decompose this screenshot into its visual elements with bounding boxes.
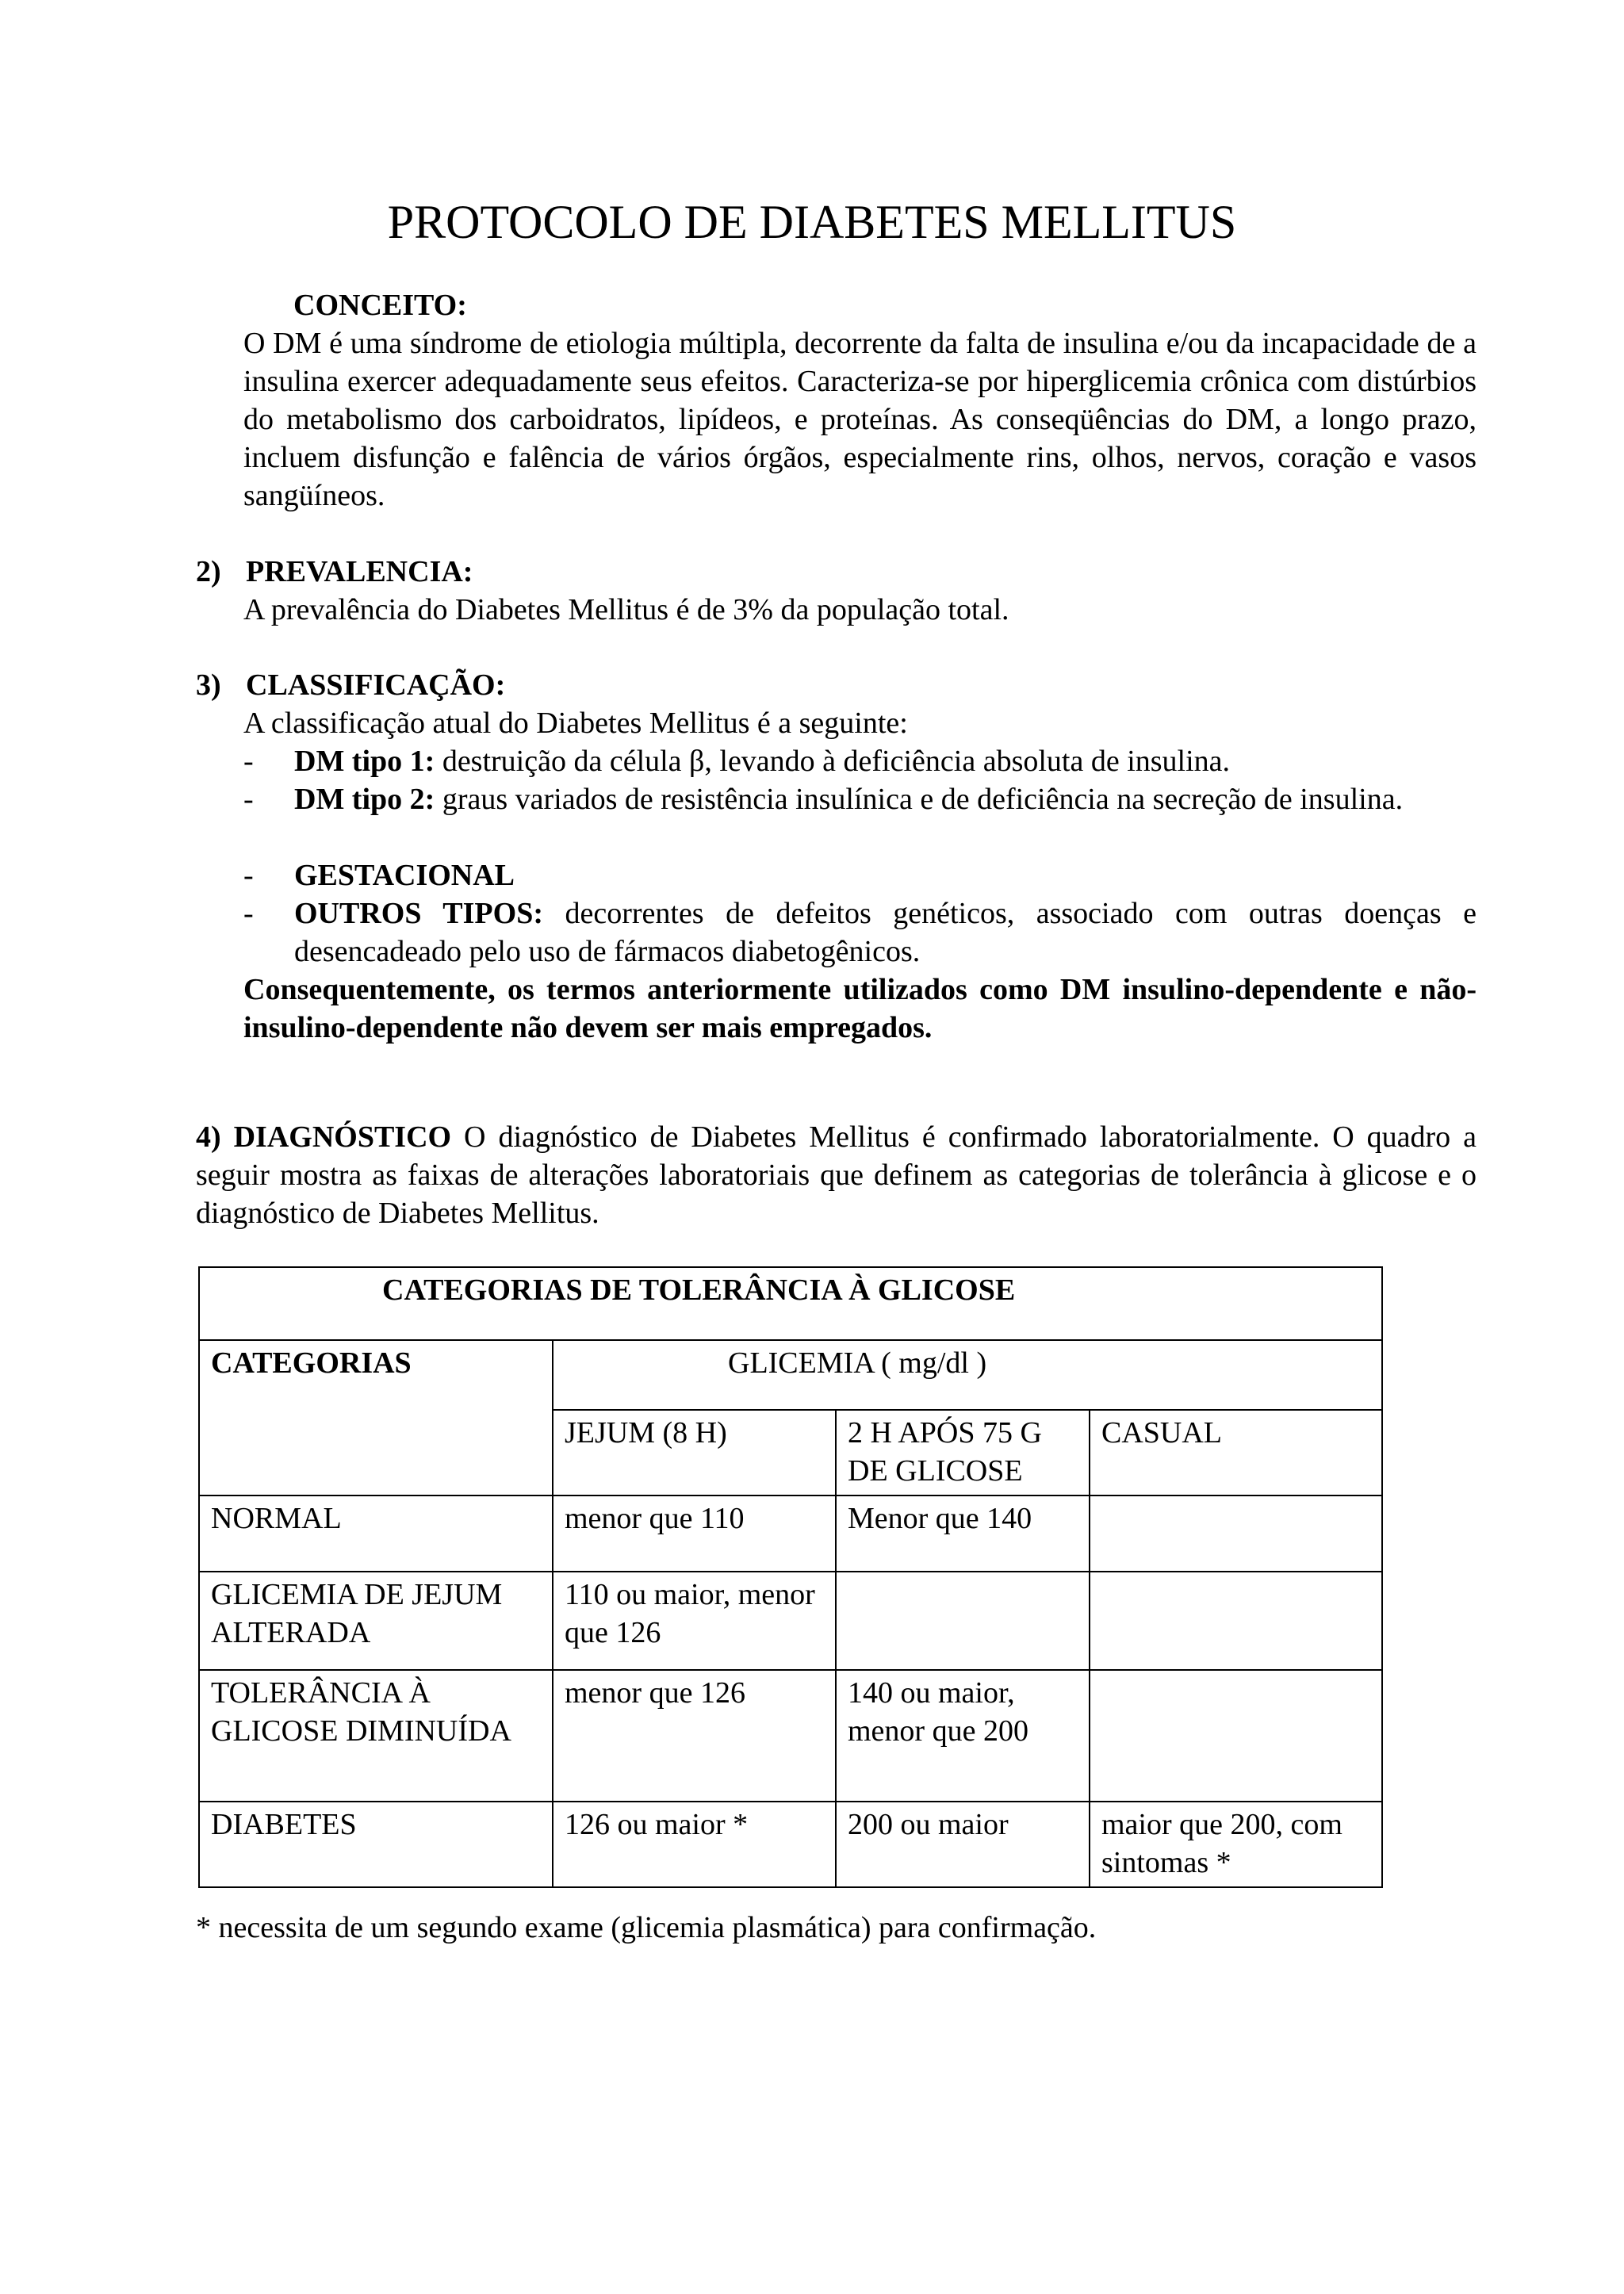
list-body: decorrentes de defeitos genéticos, associado com outras doenças e desencadeado pelo uso de fármacos diabetogênicos. [294, 897, 1477, 968]
prevalencia-text: A prevalência do Diabetes Mellitus é de 3% da população total. [243, 593, 1009, 626]
prevalencia-number: 2) [196, 555, 221, 588]
diagnostico-text [196, 1118, 1477, 1232]
glucose-tolerance-table [198, 1266, 1383, 1888]
list-dash: - [243, 745, 254, 778]
list-label: DM tipo 1: [294, 745, 435, 778]
list-dash: - [243, 897, 254, 930]
list-label: GESTACIONAL [294, 859, 515, 892]
table-cell: 140 ou maior, menor que 200 [836, 1670, 1090, 1802]
table-row [199, 1670, 1382, 1802]
list-label: DM tipo 2: [294, 783, 435, 816]
list-text [294, 856, 1477, 894]
table-cell [1090, 1670, 1382, 1802]
list-text [294, 894, 1477, 971]
page-title: PROTOCOLO DE DIABETES MELLITUS [387, 196, 1237, 248]
table-title: CATEGORIAS DE TOLERÂNCIA À GLICOSE [199, 1267, 1382, 1340]
table-cell: menor que 110 [553, 1496, 836, 1572]
table-title-row [199, 1267, 1382, 1340]
table-header-row [199, 1340, 1382, 1410]
table-cell [836, 1572, 1090, 1670]
table-row [199, 1572, 1382, 1670]
footnote: * necessita de um segundo exame (glicemia plasmática) para confirmação. [196, 1911, 1097, 1944]
list-text [294, 742, 1477, 780]
table-row [199, 1496, 1382, 1572]
classificacao-number: 3) [196, 668, 221, 702]
classificacao-intro: A classificação atual do Diabetes Mellitus é a seguinte: [243, 707, 908, 740]
column-header: JEJUM (8 H) [553, 1410, 836, 1496]
prevalencia-heading: PREVALENCIA: [246, 555, 473, 588]
categories-header: CATEGORIAS [199, 1340, 553, 1496]
glicemia-header: GLICEMIA ( mg/dl ) [553, 1340, 1382, 1410]
diagnostico-body: O diagnóstico de Diabetes Mellitus é confirmado laboratorialmente. O quadro a seguir mostra as faixas de alterações laboratoriais que definem as categorias de tolerância à glicose e o diagnóstico de Diabetes Mellitus. [196, 1120, 1477, 1230]
list-body: graus variados de resistência insulínica e de deficiência na secreção de insulina. [435, 783, 1404, 816]
classificacao-conclusion: Consequentemente, os termos anteriormente utilizados como DM insulino-dependente e não-insulino-dependente não devem ser mais empregados. [243, 973, 1477, 1044]
classificacao-heading: CLASSIFICAÇÃO: [246, 668, 506, 702]
list-dash: - [243, 783, 254, 816]
table-cell: menor que 126 [553, 1670, 836, 1802]
table-cell [1090, 1496, 1382, 1572]
table-cell: maior que 200, com sintomas * [1090, 1802, 1382, 1887]
table-cell: TOLERÂNCIA À GLICOSE DIMINUÍDA [199, 1670, 553, 1802]
conceito-text: O DM é uma síndrome de etiologia múltipla, decorrente da falta de insulina e/ou da incapacidade de a insulina exercer adequadamente seus efeitos. Caracteriza-se por hiperglicemia crônica com distúrbios do metabolismo dos carboidratos, lipídeos, e proteínas. As conseqüências do DM, a longo prazo, incluem disfunção e falência de vários órgãos, especialmente rins, olhos, nervos, coração e vasos sangüíneos. [243, 327, 1477, 512]
table-cell: Menor que 140 [836, 1496, 1090, 1572]
table-cell: 126 ou maior * [553, 1802, 836, 1887]
table-cell: NORMAL [199, 1496, 553, 1572]
table-cell: DIABETES [199, 1802, 553, 1887]
table-cell: 110 ou maior, menor que 126 [553, 1572, 836, 1670]
diagnostico-heading: 4) DIAGNÓSTICO [196, 1120, 452, 1154]
list-text [294, 780, 1477, 818]
list-label: OUTROS TIPOS: [294, 897, 543, 930]
conceito-heading: CONCEITO: [293, 289, 467, 322]
table-cell [1090, 1572, 1382, 1670]
table-cell: 200 ou maior [836, 1802, 1090, 1887]
table-cell: GLICEMIA DE JEJUM ALTERADA [199, 1572, 553, 1670]
column-header: 2 H APÓS 75 G DE GLICOSE [836, 1410, 1090, 1496]
column-header: CASUAL [1090, 1410, 1382, 1496]
table-row [199, 1802, 1382, 1887]
list-body: destruição da célula β, levando à deficiência absoluta de insulina. [435, 745, 1231, 778]
list-dash: - [243, 859, 254, 892]
